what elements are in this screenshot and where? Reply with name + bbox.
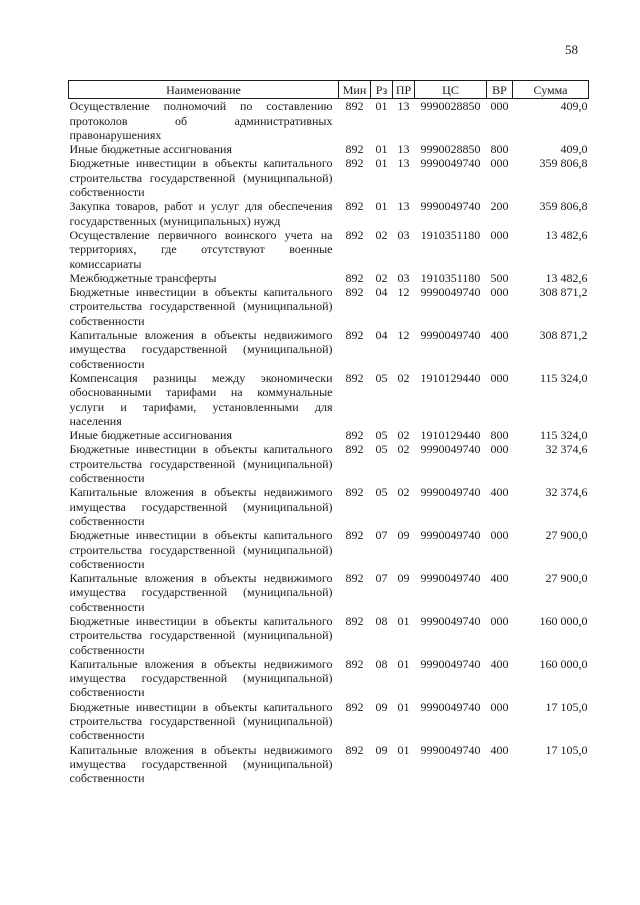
column-header-rz: Рз xyxy=(371,81,393,99)
table-row xyxy=(69,743,589,786)
table-row xyxy=(69,442,589,485)
row-name: Капитальные вложения в объекты недвижимого имущества государственной (муниципальной) собственности xyxy=(69,571,333,614)
row-pr: 13 xyxy=(397,199,410,214)
row-pr: 01 xyxy=(397,742,410,757)
row-rz: 08 xyxy=(375,613,388,628)
row-name: Бюджетные инвестиции в объекты капитального строительства государственной (муниципальной) собственности xyxy=(69,699,333,743)
row-rz: 08 xyxy=(375,656,388,671)
row-sum: 13 482,6 xyxy=(545,227,588,242)
row-min: 892 xyxy=(345,142,364,157)
row-min: 892 xyxy=(345,370,364,385)
table-row xyxy=(69,571,589,614)
row-sum: 17 105,0 xyxy=(545,699,588,714)
row-name: Межбюджетные трансферты xyxy=(69,270,217,285)
row-pr: 12 xyxy=(397,285,410,300)
row-pr: 03 xyxy=(397,270,410,285)
row-rz: 05 xyxy=(375,442,388,457)
row-vr: 000 xyxy=(490,156,509,171)
row-name: Капитальные вложения в объекты недвижимого имущества государственной (муниципальной) собственности xyxy=(69,742,333,786)
table-row xyxy=(69,528,589,571)
row-vr: 000 xyxy=(490,99,509,114)
row-cs: 9990049740 xyxy=(420,571,481,586)
row-rz: 01 xyxy=(375,156,388,171)
table-row xyxy=(69,228,589,271)
row-sum: 27 900,0 xyxy=(545,571,588,586)
row-vr: 400 xyxy=(490,571,509,586)
row-cs: 9990049740 xyxy=(420,699,481,714)
row-cs: 9990049740 xyxy=(420,285,481,300)
row-sum: 308 871,2 xyxy=(539,285,588,300)
column-header-sum: Сумма xyxy=(513,81,589,99)
row-rz: 07 xyxy=(375,528,388,543)
table-row xyxy=(69,700,589,743)
row-min: 892 xyxy=(345,227,364,242)
table-row xyxy=(69,657,589,700)
row-min: 892 xyxy=(345,742,364,757)
row-min: 892 xyxy=(345,485,364,500)
row-min: 892 xyxy=(345,528,364,543)
row-min: 892 xyxy=(345,699,364,714)
table-row xyxy=(69,485,589,528)
row-vr: 000 xyxy=(490,528,509,543)
row-sum: 160 000,0 xyxy=(539,656,588,671)
row-rz: 09 xyxy=(375,742,388,757)
column-header-pr: ПР xyxy=(393,81,415,99)
row-rz: 05 xyxy=(375,485,388,500)
table-row xyxy=(69,99,589,142)
table-row xyxy=(69,156,589,199)
row-min: 892 xyxy=(345,613,364,628)
row-name: Бюджетные инвестиции в объекты капитального строительства государственной (муниципальной) собственности xyxy=(69,613,333,657)
row-vr: 800 xyxy=(490,142,509,157)
row-sum: 409,0 xyxy=(560,142,588,157)
row-min: 892 xyxy=(345,328,364,343)
row-vr: 000 xyxy=(490,370,509,385)
row-sum: 115 324,0 xyxy=(539,370,588,385)
row-vr: 400 xyxy=(490,742,509,757)
row-sum: 359 806,8 xyxy=(539,156,588,171)
row-sum: 359 806,8 xyxy=(539,199,588,214)
row-vr: 000 xyxy=(490,285,509,300)
row-rz: 04 xyxy=(375,285,388,300)
row-rz: 01 xyxy=(375,142,388,157)
table-row xyxy=(69,142,589,156)
row-cs: 9990028850 xyxy=(420,99,481,114)
row-sum: 13 482,6 xyxy=(545,270,588,285)
row-name: Капитальные вложения в объекты недвижимого имущества государственной (муниципальной) собственности xyxy=(69,656,333,700)
row-cs: 9990049740 xyxy=(420,199,481,214)
row-pr: 13 xyxy=(397,99,410,114)
row-rz: 02 xyxy=(375,227,388,242)
row-pr: 12 xyxy=(397,328,410,343)
row-name: Иные бюджетные ассигнования xyxy=(69,142,232,157)
row-name: Закупка товаров, работ и услуг для обеспечения государственных (муниципальных) нужд xyxy=(69,199,333,228)
row-sum: 17 105,0 xyxy=(545,742,588,757)
table-row xyxy=(69,271,589,285)
row-cs: 9990049740 xyxy=(420,156,481,171)
row-vr: 000 xyxy=(490,613,509,628)
row-cs: 9990049740 xyxy=(420,485,481,500)
row-sum: 27 900,0 xyxy=(545,528,588,543)
row-min: 892 xyxy=(345,156,364,171)
table-header-row xyxy=(69,81,589,99)
row-sum: 32 374,6 xyxy=(545,442,588,457)
row-pr: 13 xyxy=(397,156,410,171)
row-cs: 1910351180 xyxy=(420,227,481,242)
row-rz: 04 xyxy=(375,328,388,343)
row-name: Капитальные вложения в объекты недвижимого имущества государственной (муниципальной) собственности xyxy=(69,485,333,528)
row-cs: 1910129440 xyxy=(420,370,481,385)
row-pr: 02 xyxy=(397,485,410,500)
row-vr: 000 xyxy=(490,227,509,242)
row-min: 892 xyxy=(345,656,364,671)
row-min: 892 xyxy=(345,99,364,114)
row-name: Бюджетные инвестиции в объекты капитального строительства государственной (муниципальной) собственности xyxy=(69,156,333,200)
row-min: 892 xyxy=(345,571,364,586)
table-body xyxy=(69,99,589,786)
row-rz: 09 xyxy=(375,699,388,714)
column-header-cs: ЦС xyxy=(415,81,487,99)
row-name: Осуществление первичного воинского учета на территориях, где отсутствуют военные комиссариаты xyxy=(69,227,333,271)
table-row xyxy=(69,199,589,228)
row-sum: 32 374,6 xyxy=(545,485,588,500)
row-cs: 9990049740 xyxy=(420,528,481,543)
row-min: 892 xyxy=(345,442,364,457)
row-sum: 308 871,2 xyxy=(539,328,588,343)
row-min: 892 xyxy=(345,285,364,300)
row-vr: 400 xyxy=(490,656,509,671)
row-name: Бюджетные инвестиции в объекты капитального строительства государственной (муниципальной) собственности xyxy=(69,528,333,571)
row-pr: 02 xyxy=(397,442,410,457)
row-sum: 115 324,0 xyxy=(539,428,588,443)
table-row xyxy=(69,371,589,428)
row-min: 892 xyxy=(345,199,364,214)
table-row xyxy=(69,428,589,442)
row-name: Бюджетные инвестиции в объекты капитального строительства государственной (муниципальной) собственности xyxy=(69,442,333,486)
row-vr: 000 xyxy=(490,699,509,714)
row-sum: 409,0 xyxy=(560,99,588,114)
row-pr: 03 xyxy=(397,227,410,242)
row-cs: 9990049740 xyxy=(420,328,481,343)
row-name: Капитальные вложения в объекты недвижимого имущества государственной (муниципальной) собственности xyxy=(69,328,333,371)
row-cs: 1910129440 xyxy=(420,428,481,443)
row-vr: 400 xyxy=(490,485,509,500)
budget-table xyxy=(68,80,589,786)
row-cs: 9990049740 xyxy=(420,442,481,457)
row-cs: 1910351180 xyxy=(420,270,481,285)
row-pr: 01 xyxy=(397,613,410,628)
page-number: 58 xyxy=(565,42,578,57)
row-name: Осуществление полномочий по составлению протоколов об административных правонарушениях xyxy=(69,99,333,142)
row-name: Компенсация разницы между экономически обоснованными тарифами на коммунальные услуги и тарифами, установленными для населения xyxy=(69,370,333,428)
row-name: Бюджетные инвестиции в объекты капитального строительства государственной (муниципальной) собственности xyxy=(69,285,333,328)
row-vr: 500 xyxy=(490,270,509,285)
row-cs: 9990049740 xyxy=(420,613,481,628)
row-rz: 01 xyxy=(375,199,388,214)
column-header-min: Мин xyxy=(339,81,371,99)
row-pr: 02 xyxy=(397,370,410,385)
row-vr: 000 xyxy=(490,442,509,457)
row-sum: 160 000,0 xyxy=(539,613,588,628)
row-rz: 05 xyxy=(375,428,388,443)
row-rz: 05 xyxy=(375,370,388,385)
row-vr: 800 xyxy=(490,428,509,443)
row-cs: 9990028850 xyxy=(420,142,481,157)
row-pr: 02 xyxy=(397,428,410,443)
column-header-vr: ВР xyxy=(487,81,513,99)
row-pr: 09 xyxy=(397,571,410,586)
row-name: Иные бюджетные ассигнования xyxy=(69,428,232,443)
row-cs: 9990049740 xyxy=(420,742,481,757)
row-cs: 9990049740 xyxy=(420,656,481,671)
column-header-name: Наименование xyxy=(69,81,339,99)
table-row xyxy=(69,614,589,657)
table-row xyxy=(69,285,589,328)
row-rz: 02 xyxy=(375,270,388,285)
row-pr: 01 xyxy=(397,699,410,714)
row-vr: 400 xyxy=(490,328,509,343)
row-rz: 01 xyxy=(375,99,388,114)
row-pr: 13 xyxy=(397,142,410,157)
row-pr: 01 xyxy=(397,656,410,671)
row-min: 892 xyxy=(345,270,364,285)
row-pr: 09 xyxy=(397,528,410,543)
row-vr: 200 xyxy=(490,199,509,214)
row-min: 892 xyxy=(345,428,364,443)
row-rz: 07 xyxy=(375,571,388,586)
table-row xyxy=(69,328,589,371)
